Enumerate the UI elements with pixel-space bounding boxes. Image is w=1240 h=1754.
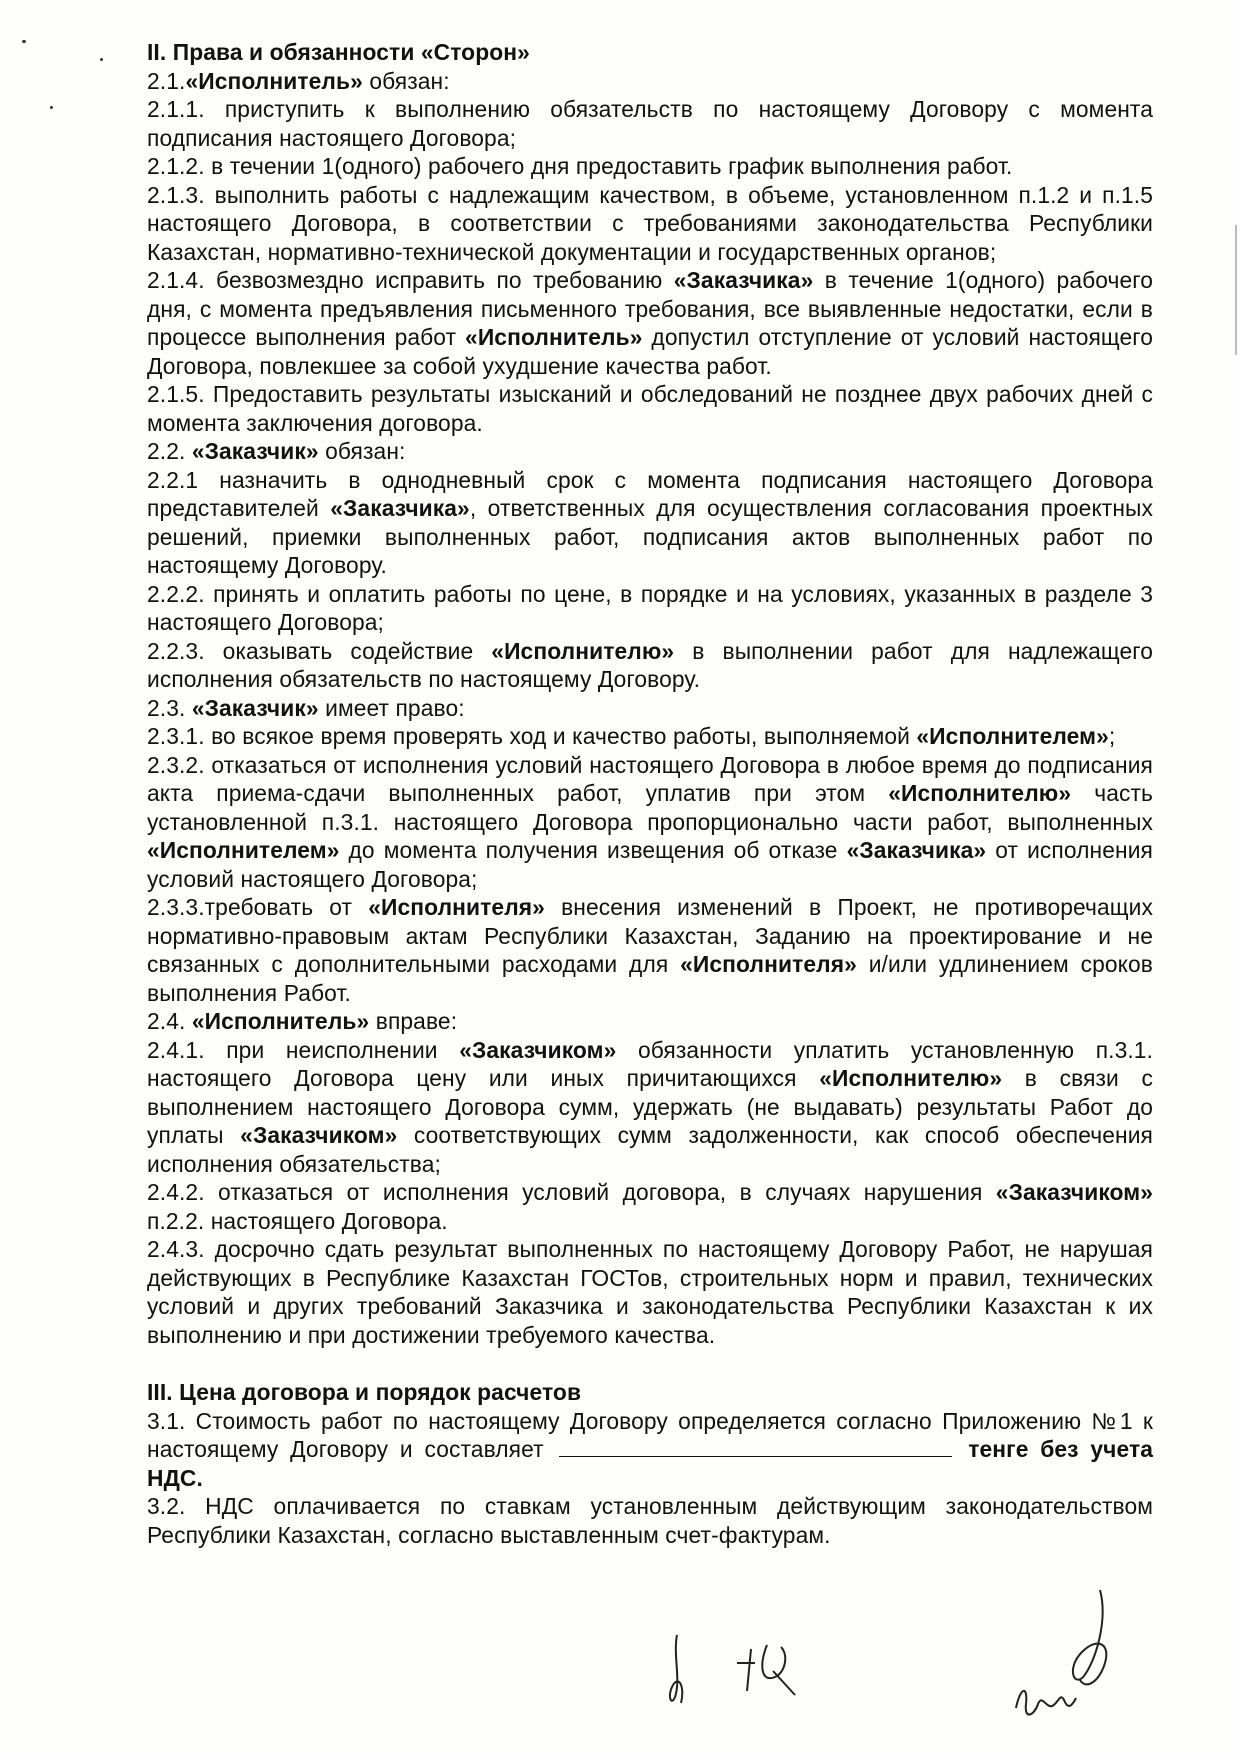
clause-paragraph: 2.1.5. Предоставить результаты изысканий и обследований не позднее двух рабочих дней с момента заключения договора. xyxy=(147,381,1153,436)
section-2-paragraphs xyxy=(147,67,1153,1350)
clause-paragraph: 2.1.3. выполнить работы с надлежащим качеством, в объеме, установленном п.1.2 и п.1.5 настоящего Договора, в соответствии с требованиями законодательства Республики Казахстан, нормативно-технической документации и государственных органов; xyxy=(147,181,1153,265)
clause-3-1-text: 3.1. Стоимость работ по настоящему Договору определяется согласно Приложению №1 к настоящему Договору и составляет xyxy=(147,1407,1153,1462)
section-3-heading: III. Цена договора и порядок расчетов xyxy=(147,1379,582,1405)
clause-paragraph: 2.1.«Исполнитель» обязан: xyxy=(147,67,450,94)
clause-3-1 xyxy=(147,1407,1153,1493)
clause-paragraph: 2.4.3. досрочно сдать результат выполненных по настоящему Договору Работ, не нарушая действующих в Республике Казахстан ГОСТов, строительных норм и правил, технических условий и других требований Заказчика и законодательства Республики Казахстан к их выполнению и при достижении требуемого качества. xyxy=(147,1236,1153,1348)
clause-3-1-tail: тенге без учета НДС. xyxy=(147,1436,1153,1491)
clause-paragraph: 2.2.3. оказывать содействие «Исполнителю» в выполнении работ для надлежащего исполнения обязательств по настоящему Договору. xyxy=(147,637,1153,692)
clause-3-2: 3.2. НДС оплачивается по ставкам установленным действующим законодательством Республики Казахстан, согласно выставленным счет-фактурам. xyxy=(147,1493,1153,1548)
signature-initials-1 xyxy=(655,1625,825,1715)
clause-paragraph: 2.2. «Заказчик» обязан: xyxy=(147,438,406,464)
contract-text xyxy=(147,38,1153,1549)
scan-edge-mark xyxy=(1235,225,1237,355)
clause-paragraph: 2.4.2. отказаться от исполнения условий договора, в случаях нарушения «Заказчиком» п.2.2. настоящего Договора. xyxy=(147,1179,1153,1234)
clause-paragraph: 2.2.1 назначить в однодневный срок с момента подписания настоящего Договора представителей «Заказчика», ответственных для осуществления согласования проектных решений, приемки выполненных работ, подписания актов выполненных работ по настоящему Договору. xyxy=(147,466,1153,578)
clause-paragraph: 2.3.2. отказаться от исполнения условий настоящего Договора в любое время до подписания акта приема-сдачи выполненных работ, уплатив при этом «Исполнителю» часть установленной п.3.1. настоящего Договора пропорционально части работ, выполненных «Исполнителем» до момента получения извещения об отказе «Заказчика» от исполнения условий настоящего Договора; xyxy=(147,751,1153,892)
scan-speck xyxy=(100,58,103,61)
price-blank-line xyxy=(559,1436,952,1457)
clause-paragraph: 2.4. «Исполнитель» вправе: xyxy=(147,1008,458,1034)
signature-initials-2 xyxy=(1000,1580,1140,1730)
clause-paragraph: 2.4.1. при неисполнении «Заказчиком» обязанности уплатить установленную п.3.1. настоящего Договора цену или иных причитающихся «Исполнителю» в связи с выполнением настоящего Договора сумм, удержать (не выдавать) результаты Работ до уплаты «Заказчиком» соответствующих сумм задолженности, как способ обеспечения исполнения обязательства; xyxy=(147,1036,1154,1177)
clause-paragraph: 2.2.2. принять и оплатить работы по цене, в порядке и на условиях, указанных в разделе 3 настоящего Договора; xyxy=(147,580,1153,635)
section-2-heading: II. Права и обязанности «Сторон» xyxy=(147,39,530,65)
scan-speck xyxy=(50,106,53,109)
clause-paragraph: 2.3.1. во всякое время проверять ход и качество работы, выполняемой «Исполнителем»; xyxy=(147,723,1116,749)
clause-paragraph: 2.1.1. приступить к выполнению обязательств по настоящему Договору с момента подписания настоящего Договора; xyxy=(147,96,1153,151)
section-gap xyxy=(147,1349,1153,1378)
clause-paragraph: 2.3.3.требовать от «Исполнителя» внесения изменений в Проект, не противоречащих нормативно-правовым актам Республики Казахстан, Заданию на проектирование и не связанных с дополнительными расходами для «Исполнителя» и/или удлинением сроков выполнения Работ. xyxy=(147,894,1154,1006)
scan-speck xyxy=(22,40,26,43)
clause-paragraph: 2.1.4. безвозмездно исправить по требованию «Заказчика» в течение 1(одного) рабочего дня, с момента предъявления письменного требования, все выявленные недостатки, если в процессе выполнения работ «Исполнитель» допустил отступление от условий настоящего Договора, повлекшее за собой ухудшение качества работ. xyxy=(147,267,1153,379)
clause-paragraph: 2.3. «Заказчик» имеет право: xyxy=(147,694,465,721)
clause-paragraph: 2.1.2. в течении 1(одного) рабочего дня предоставить график выполнения работ. xyxy=(147,153,1013,179)
